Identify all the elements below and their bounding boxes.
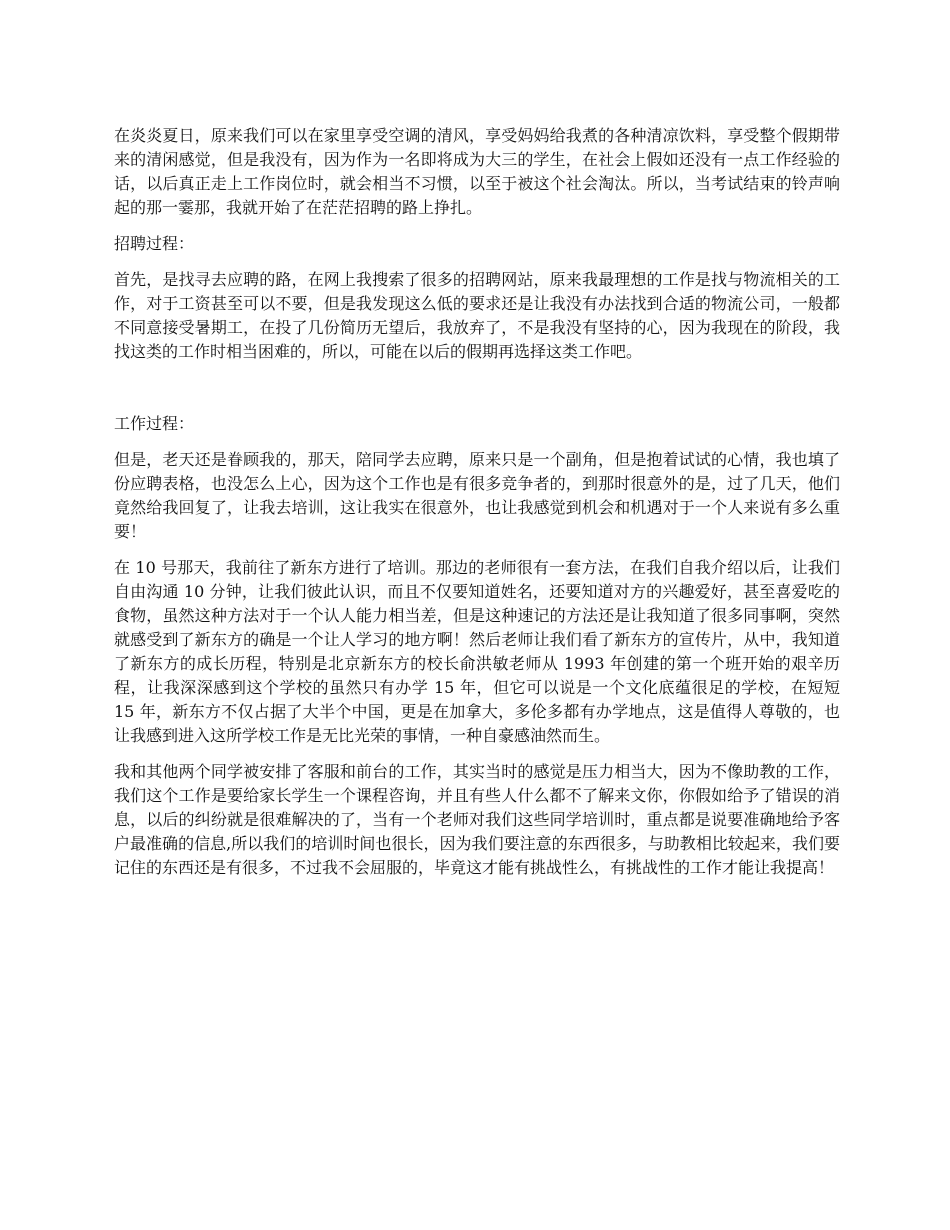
work-paragraph-1: 但是，老天还是眷顾我的，那天，陪同学去应聘，原来只是一个副角，但是抱着试试的心情，我也填了份应聘表格，也没怎么上心，因为这个工作也是有很多竞争者的，到那时很意外的是，过了几天，他们竟然给我回复了，让我去培训，这让我实在很意外，也让我感觉到机会和机遇对于一个人来说有多么重要！ — [114, 450, 840, 541]
document-body — [114, 124, 840, 892]
work-paragraph-3: 我和其他两个同学被安排了客服和前台的工作，其实当时的感觉是压力相当大，因为不像助教的工作，我们这个工作是要给家长学生一个课程咨询，并且有些人什么都不了解来文你，你假如给予了错误的消息，以后的纠纷就是很难解决的了，当有一个老师对我们这些同学培训时，重点都是说要准确地给予客户最准确的信息,所以我们的培训时间也很长，因为我们要注意的东西很多，与助教相比较起来，我们要记住的东西还是有很多，不过我不会屈服的，毕竟这才能有挑战性么，有挑战性的工作才能让我提高！ — [114, 762, 840, 877]
recruitment-heading: 招聘过程： — [114, 234, 195, 253]
work-paragraph-2: 在 10 号那天，我前往了新东方进行了培训。那边的老师很有一套方法，在我们自我介绍以后，让我们自由沟通 10 分钟，让我们彼此认识，而且不仅要知道姓名，还要知道对方的兴趣爱好，甚至喜爱吃的食物，虽然这种方法对于一个认人能力相当差，但是这种速记的方法还是让我知道了很多同事啊，突然就感受到了新东方的确是一个让人学习的地方啊！然后老师让我们看了新东方的宣传片，从中，我知道了新东方的成长历程，特别是北京新东方的校长俞洪敏老师从 1993 年创建的第一个班开始的艰辛历程，让我深深感到这个学校的虽然只有办学 15 年，但它可以说是一个文化底蕴很足的学校，在短短 15 年，新东方不仅占据了大半个中国，更是在加拿大，多伦多都有办学地点，这是值得人尊敬的，也让我感到进入这所学校工作是无比光荣的事情，一种自豪感油然而生。 — [114, 558, 840, 745]
section-spacer — [114, 376, 840, 412]
recruitment-paragraph: 首先，是找寻去应聘的路，在网上我搜索了很多的招聘网站，原来我最理想的工作是找与物流相关的工作，对于工资甚至可以不要，但是我发现这么低的要求还是让我没有办法找到合适的物流公司，一般都不同意接受暑期工，在投了几份简历无望后，我放弃了，不是我没有坚持的心，因为我现在的阶段，我找这类的工作时相当困难的，所以，可能在以后的假期再选择这类工作吧。 — [114, 270, 840, 361]
work-heading: 工作过程： — [114, 414, 195, 433]
intro-paragraph: 在炎炎夏日，原来我们可以在家里享受空调的清风，享受妈妈给我煮的各种清凉饮料，享受整个假期带来的清闲感觉，但是我没有，因为作为一名即将成为大三的学生，在社会上假如还没有一点工作经验的话，以后真正走上工作岗位时，就会相当不习惯，以至于被这个社会淘汰。所以，当考试结束的铃声响起的那一霎那，我就开始了在茫茫招聘的路上挣扎。 — [114, 126, 840, 217]
